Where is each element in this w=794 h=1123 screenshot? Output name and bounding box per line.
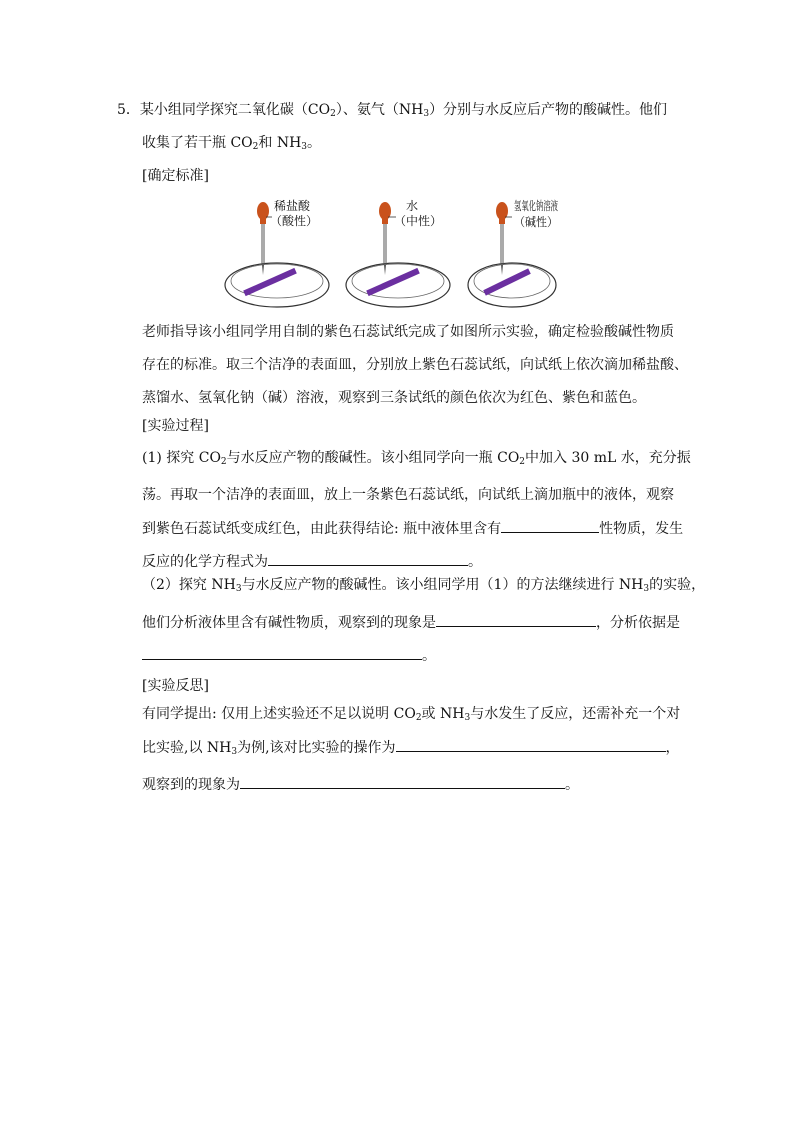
- process-1-line-2: 荡。再取一个洁净的表面皿，放上一条紫色石蕊试纸，向试纸上滴加瓶中的液体，观察: [142, 487, 674, 503]
- litmus-experiment-figure: [220, 193, 587, 313]
- standard-text-line-2: 存在的标准。取三个洁净的表面皿，分别放上紫色石蕊试纸，向试纸上依次滴加稀盐酸、: [142, 357, 688, 373]
- dish-1-label-1: 稀盐酸: [274, 199, 311, 213]
- process-1-line-4: 反应的化学方程式为 。: [142, 551, 482, 572]
- dish-2-label-1: 水: [406, 199, 419, 213]
- process-2-line-1: （2）探究 $NH_3$与水反应产物的酸碱性。该小组同学用（1）的方法继续进行 $NH_3$的实验，: [142, 577, 706, 594]
- process-1-line-1: (1) 探究 $CO_2$与水反应产物的酸碱性。该小组同学向一瓶 $CO_2$中加入 30 mL 水，充分振: [142, 450, 691, 467]
- dish-2: [346, 198, 450, 307]
- answer-blank-equation[interactable]: [268, 551, 468, 566]
- reflect-line-1: 有同学提出: 仅用上述实验还不足以说明 $CO_2$或 $NH_3$与水发生了反应，还需补充一个对: [142, 706, 681, 723]
- answer-blank-basis[interactable]: [142, 645, 422, 660]
- section-standard-heading: [确定标准]: [142, 168, 209, 184]
- dish-3: [468, 198, 587, 307]
- answer-blank-substance[interactable]: [501, 518, 599, 533]
- reflect-line-2: 比实验,以 $NH_3$为例,该对比实验的操作为 ，: [142, 737, 680, 758]
- standard-text-line-1: 老师指导该小组同学用自制的紫色石蕊试纸完成了如图所示实验，确定检验酸碱性物质: [142, 324, 674, 340]
- dish-3-label-1: 氢氧化钠溶液: [514, 199, 587, 213]
- reflect-line-3: 观察到的现象为 。: [142, 774, 579, 795]
- dish-2-label-2: （中性）: [394, 214, 443, 228]
- question-intro-line-2: 收集了若干瓶 $CO_2$和 $NH_3$。: [142, 135, 322, 152]
- question-number: 5．: [117, 102, 140, 118]
- dish-3-label-2: （碱性）: [514, 215, 563, 229]
- dish-1: [225, 198, 329, 307]
- process-1-line-3: 到紫色石蕊试纸变成红色，由此获得结论: 瓶中液体里含有 性物质，发生: [142, 518, 683, 539]
- standard-text-line-3: 蒸馏水、氢氧化钠（碱）溶液，观察到三条试纸的颜色依次为红色、紫色和蓝色。: [142, 390, 646, 406]
- answer-blank-observation[interactable]: [240, 774, 565, 789]
- answer-blank-operation[interactable]: [396, 737, 666, 752]
- section-reflect-heading: [实验反思]: [142, 678, 209, 694]
- section-process-heading: [实验过程]: [142, 418, 209, 434]
- process-2-line-3: 。: [142, 645, 436, 666]
- answer-blank-phenomenon[interactable]: [436, 612, 596, 627]
- process-2-line-2: 他们分析液体里含有碱性物质，观察到的现象是 ，分析依据是: [142, 612, 680, 633]
- question-intro-line-1: 5．某小组同学探究二氧化碳$(CO_2)$、氨气$(NH_3)$分别与水反应后产物的酸碱性。他们: [117, 102, 668, 119]
- dish-1-label-2: （酸性）: [270, 214, 319, 228]
